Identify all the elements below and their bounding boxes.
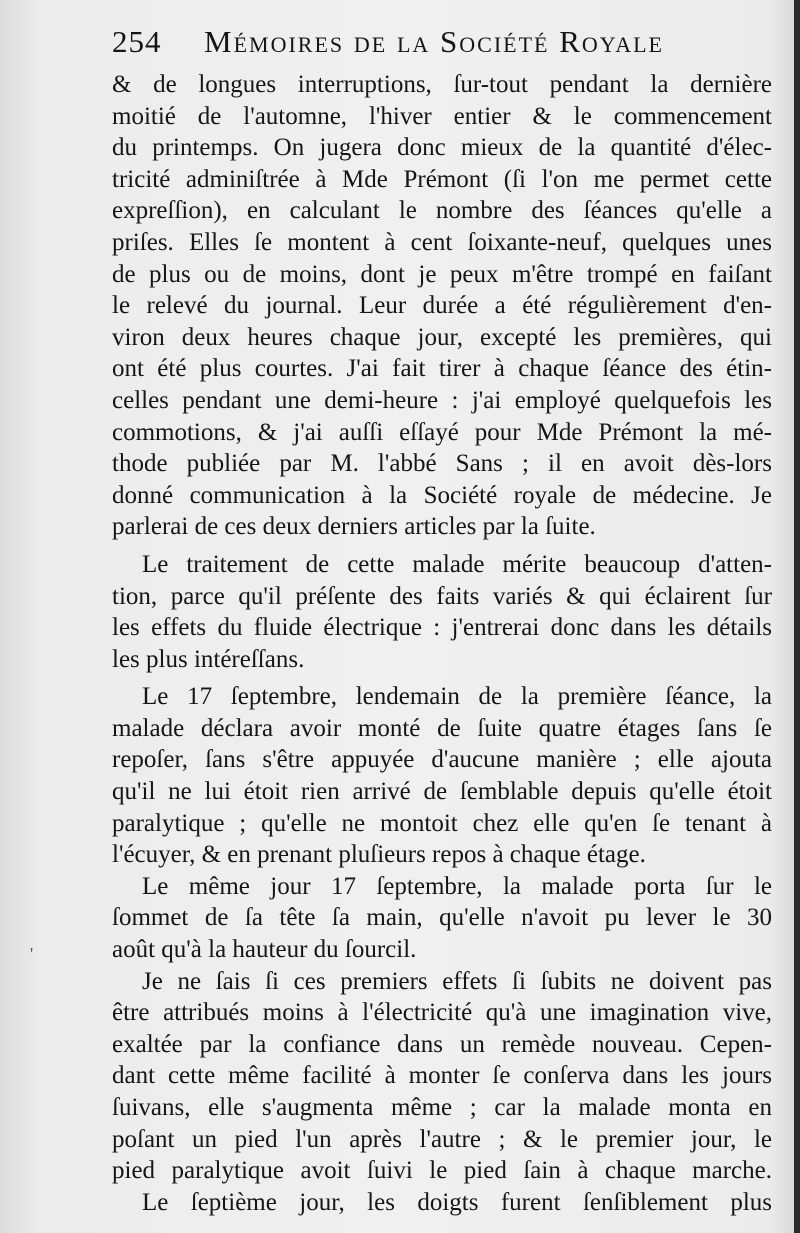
text-line: les effets du fluide électrique : j'entrerai donc dans les détails <box>112 614 772 642</box>
text-line: expreſſion), en calculant le nombre des ſéances qu'elle a <box>112 197 772 225</box>
text-line: l'écuyer, & en prenant pluſieurs repos à chaque étage. <box>112 841 646 869</box>
text-line: tion, parce qu'il préſente des faits variés & qui éclairent ſur <box>112 582 772 610</box>
text-line: thode publiée par M. l'abbé Sans ; il en avoit dès-lors <box>112 450 772 478</box>
text-line: malade déclara avoir monté de ſuite quatre étages ſans ſe <box>112 714 772 742</box>
text-line: & de longues interruptions, ſur-tout pendant la dernière <box>112 71 772 98</box>
text-line: ont été plus courtes. J'ai fait tirer à chaque ſéance des étin- <box>112 355 772 383</box>
paragraph-start-line: Je ne ſais ſi ces premiers effets ſi ſubits ne doivent pas <box>142 967 772 995</box>
text-line: poſant un pied l'un après l'autre ; & le premier jour, le <box>112 1125 772 1153</box>
page-edge-shadow <box>794 0 800 1233</box>
text-line: celles pendant une demi-heure : j'ai employé quelquefois les <box>112 386 772 414</box>
text-line: qu'il ne lui étoit rien arrivé de ſemblable depuis qu'elle étoit <box>112 778 772 806</box>
text-line: du printemps. On jugera donc mieux de la quantité d'élec- <box>112 134 772 162</box>
text-line: priſes. Elles ſe montent à cent ſoixante-neuf, quelques unes <box>112 228 772 256</box>
text-line: ſommet de ſa tête ſa main, qu'elle n'avoit pu lever le 30 <box>112 904 772 932</box>
body-text <box>112 69 772 1218</box>
paragraph-start-line: Le ſeptième jour, les doigts furent ſenſiblement plus <box>142 1188 772 1216</box>
text-line: dant cette même facilité à monter ſe conſerva dans les jours <box>112 1062 772 1090</box>
text-line: paralytique ; qu'elle ne montoit chez elle qu'en ſe tenant à <box>112 809 772 837</box>
paragraph-start-line: Le même jour 17 ſeptembre, la malade porta ſur le <box>142 872 772 900</box>
text-line: ſuivans, elle s'augmenta même ; car la malade monta en <box>112 1094 772 1121</box>
text-line: viron deux heures chaque jour, excepté les premières, qui <box>112 323 772 351</box>
text-line: repoſer, ſans s'être appuyée d'aucune manière ; elle ajouta <box>112 746 772 774</box>
text-line: pied paralytique avoit ſuivi le pied ſain à chaque marche. <box>112 1157 772 1185</box>
text-line: parlerai de ces deux derniers articles par la ſuite. <box>112 513 596 541</box>
page-number: 254 <box>112 24 162 59</box>
text-line: de plus ou de moins, dont je peux m'être trompé en faiſant <box>112 260 772 288</box>
text-line: tricité adminiſtrée à Mde Prémont (ſi l'on me permet cette <box>112 165 772 193</box>
text-line: le relevé du journal. Leur durée a été régulièrement d'en- <box>112 292 772 320</box>
running-head: Mémoires de la Société Royale <box>204 24 664 59</box>
text-line: août qu'à la hauteur du ſourcil. <box>112 936 417 964</box>
margin-mark: ' <box>30 944 34 964</box>
text-line: les plus intéreſſans. <box>112 645 305 673</box>
paragraph-start-line: Le 17 ſeptembre, lendemain de la première ſéance, la <box>142 683 772 711</box>
page-header <box>112 24 772 68</box>
text-line: être attribués moins à l'électricité qu'à une imagination vive, <box>112 999 772 1027</box>
text-line: moitié de l'automne, l'hiver entier & le commencement <box>112 102 772 130</box>
text-line: donné communication à la Société royale de médecine. Je <box>112 481 772 509</box>
text-line: commotions, & j'ai auſſi eſſayé pour Mde Prémont la mé- <box>112 418 772 446</box>
text-line: exaltée par la confiance dans un remède nouveau. Cepen- <box>112 1030 772 1058</box>
paragraph-start-line: Le traitement de cette malade mérite beaucoup d'atten- <box>142 550 772 578</box>
